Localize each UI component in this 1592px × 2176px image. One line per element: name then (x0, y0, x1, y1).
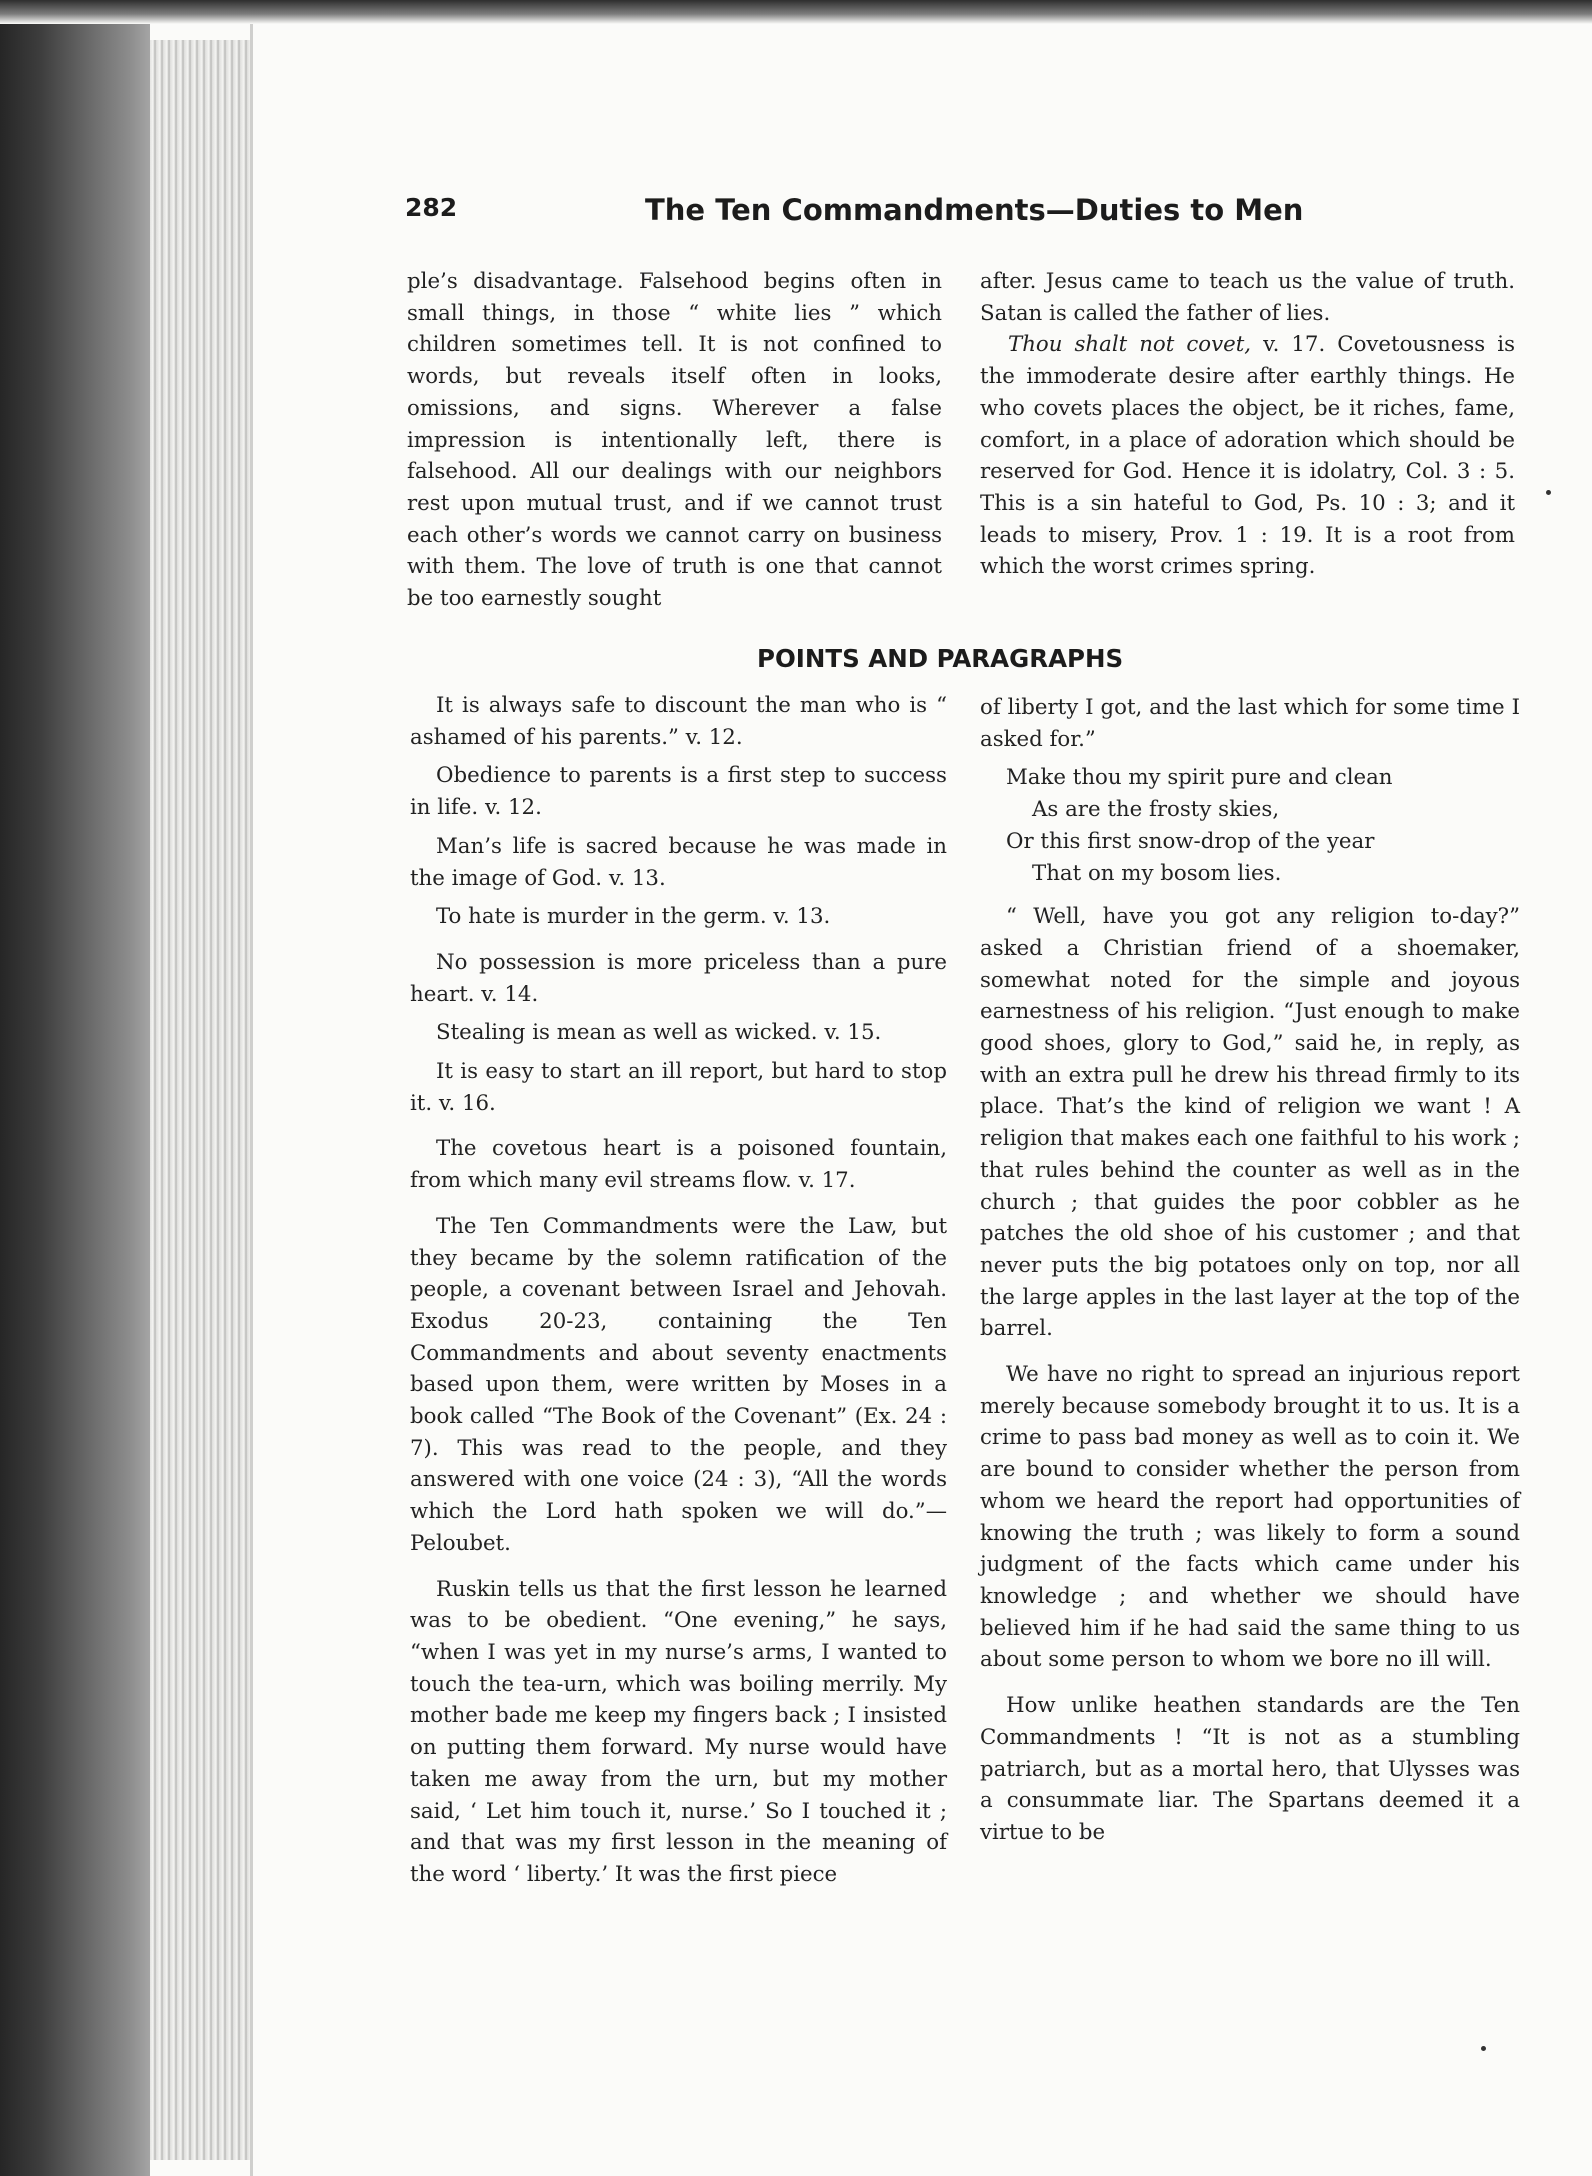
poem-line: Make thou my spirit pure and clean (1006, 765, 1393, 791)
poem (980, 762, 1520, 889)
point-paragraph: We have no right to spread an injurious report merely because somebody brought it to us. It is a crime to pass bad money as well as to coin it. We are bound to consider whether the person from whom we heard the report had opportunities of knowing the truth ; was likely to form a sound judgment of the facts which came under his knowledge ; and whether we should have believed him if he had said the same thing to us about some person to whom we bore no ill will. (980, 1362, 1520, 1673)
covet-lead: Thou shalt not covet, (1008, 332, 1252, 358)
page-edges (150, 40, 250, 2160)
point-paragraph: Ruskin tells us that the first lesson he learned was to be obedient. “One evening,” he says, “when I was yet in my nurse’s arms, I wanted to touch the tea-urn, which was boiling merrily. My mother bade me keep my fingers back ; I insisted on putting them forward. My nurse would have taken me away from the urn, but my mother said, ‘ Let him touch it, nurse.’ So I touched it ; and that was my first lesson in the meaning of the word ‘ liberty.’ It was the first piece (410, 1576, 947, 1887)
point-paragraph: The covetous heart is a poisoned fountain, from which many evil streams flow. v. 17. (410, 1136, 947, 1194)
continuation-paragraph: of liberty I got, and the last which for some time I asked for.” (980, 695, 1520, 752)
points-left-column (410, 690, 947, 1898)
running-head: The Ten Commandments—Duties to Men (645, 193, 1304, 227)
page-number: 282 (405, 193, 458, 222)
top-left-column (407, 266, 942, 615)
point-paragraph: Obedience to parents is a first step to success in life. v. 12. (410, 763, 947, 821)
top-right-paragraph: after. Jesus came to teach us the value of truth. Satan is called the father of lies. (980, 269, 1515, 326)
top-shadow (0, 0, 1592, 24)
margin-speck (1481, 2046, 1486, 2051)
point-paragraph: Stealing is mean as well as wicked. v. 15. (436, 1020, 882, 1046)
point-paragraph: How unlike heathen standards are the Ten Commandments ! “It is not as a stumbling patriarch, but as a mortal hero, that Ulysses was a consummate liar. The Spartans deemed it a virtue to be (980, 1693, 1520, 1845)
point-paragraph: No possession is more priceless than a pure heart. v. 14. (410, 949, 947, 1007)
point-paragraph: It is easy to start an ill report, but hard to stop it. v. 16. (410, 1059, 947, 1116)
covet-body: v. 17. Covetousness is the immoderate desire after earthly things. He who covets places the object, be it riches, fame, comfort, in a place of adoration which should be reserved for God. Hence it is idolatry, Col. 3 : 5. This is a sin hateful to God, Ps. 10 : 3; and it leads to misery, Prov. 1 : 19. It is a root from which the worst crimes spring. (980, 332, 1515, 580)
margin-speck (1546, 490, 1551, 495)
point-paragraph: To hate is murder in the germ. v. 13. (436, 904, 831, 930)
point-paragraph: It is always safe to discount the man who is “ ashamed of his parents.” v. 12. (410, 693, 947, 750)
book-cover (0, 0, 150, 2176)
point-paragraph: Man’s life is sacred because he was made in the image of God. v. 13. (410, 833, 947, 891)
covet-paragraph (980, 329, 1515, 583)
top-left-paragraph: ple’s disadvantage. Falsehood begins often in small things, in those “ white lies ” which children sometimes tell. It is not confined to words, but reveals itself often in looks, omissions, and signs. Wherever a false impression is intentionally left, there is falsehood. All our dealings with our neighbors rest upon mutual trust, and if we cannot trust each other’s words we cannot carry on business with them. The love of truth is one that cannot be too earnestly sought (407, 269, 942, 612)
poem-line: As are the frosty skies, (1032, 797, 1280, 823)
section-heading: POINTS AND PARAGRAPHS (757, 644, 1124, 673)
point-paragraph: The Ten Commandments were the Law, but they became by the solemn ratification of the people, a covenant between Israel and Jehovah. Exodus 20-23, containing the Ten Commandments and about seventy enactments based upon them, were written by Moses in a book called “The Book of the Covenant” (Ex. 24 : 7). This was read to the people, and they answered with one voice (24 : 3), “All the words which the Lord hath spoken we will do.”—Peloubet. (410, 1213, 947, 1556)
points-right-column (980, 692, 1520, 1856)
point-paragraph: “ Well, have you got any religion to-day?” asked a Christian friend of a shoemaker, somewhat noted for the simple and joyous earnestness of his religion. “Just enough to make good shoes, glory to God,” said he, in reply, as with an extra pull he drew his thread firmly to its place. That’s the kind of religion we want ! A religion that makes each one faithful to his work ; that rules behind the counter as well as in the church ; that guides the poor cobbler as he patches the old shoe of his customer ; and that never puts the big potatoes only on top, nor all the large apples in the last layer at the top of the barrel. (980, 904, 1520, 1342)
poem-line: That on my bosom lies. (1032, 860, 1282, 886)
poem-line: Or this first snow-drop of the year (1006, 828, 1375, 854)
top-right-column (980, 266, 1515, 583)
